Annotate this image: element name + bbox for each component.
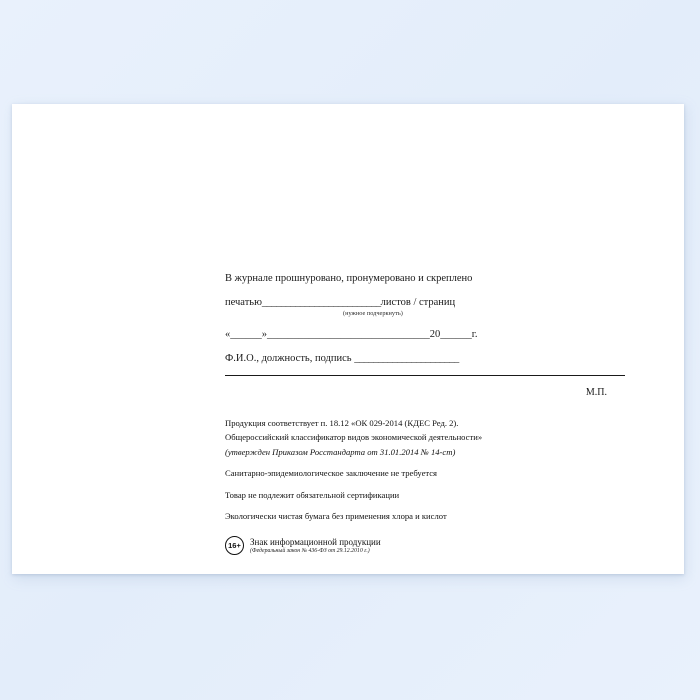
info-mark-text-block [250, 537, 381, 554]
certification-line-4 [225, 352, 625, 375]
note-okved-line-1: Продукция соответствует п. 18.12 «ОК 029-2014 (КДЕС Ред. 2). [225, 418, 459, 428]
info-mark-label: Знак информационной продукции [250, 536, 381, 547]
sheets-pages-label: листов / страниц [380, 297, 456, 309]
certification-line-3 [225, 328, 625, 341]
age-rating-icon: 16+ [225, 536, 244, 555]
name-position-signature-label: Ф.И.О., должность, подпись [225, 353, 352, 365]
document-page [12, 104, 684, 574]
pechat-label: печатью [225, 297, 262, 309]
info-mark-law-reference: (Федеральный закон № 436-ФЗ от 29.12.2010 г.) [250, 547, 370, 554]
info-mark-row [225, 536, 625, 555]
name-position-signature-line [225, 352, 625, 365]
note-okved-line-2: Общероссийский классификатор видов экономической деятельности» [225, 432, 483, 443]
note-sanitary: Санитарно-эпидемиологическое заключение не требуется [225, 468, 438, 479]
certification-line-2 [225, 296, 625, 317]
certification-line-1 [225, 272, 625, 285]
note-eco-paper: Экологически чистая бумага без применения хлора и кислот [225, 511, 447, 522]
note-certification: Товар не подлежит обязательной сертификации [225, 489, 400, 500]
document-content [225, 272, 625, 555]
sheets-fill-blank[interactable]: _________________________ [261, 297, 381, 309]
signature-fill-blank[interactable]: ______________________ [354, 353, 459, 365]
signature-rule[interactable] [225, 374, 625, 376]
note-okved-line-3: (утвержден Приказом Росстандарта от 31.01.2014 № 14-ст) [225, 446, 456, 457]
certification-text-1: В журнале прошнуровано, пронумеровано и скреплено [225, 273, 473, 284]
stamp-place-label: М.П. [585, 386, 607, 398]
date-fill-line[interactable]: «______»_______________________________20______г. [225, 329, 478, 341]
certification-text-2 [225, 296, 625, 309]
underline-hint: (нужное подчеркнуть) [343, 310, 403, 318]
